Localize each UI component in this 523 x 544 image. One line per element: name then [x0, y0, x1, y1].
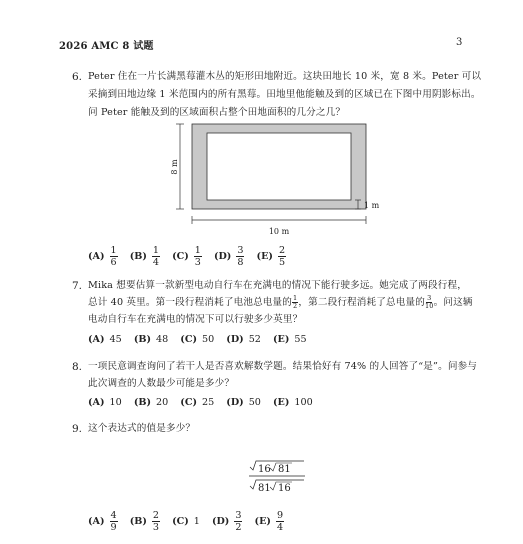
q7-line-3: 电动自行车在充满电的情况下可以行驶多少英里？ [88, 314, 303, 325]
q6-choice-e[interactable]: (E) $\frac{2}{5}$ [256, 245, 286, 268]
q9-choice-a[interactable]: (A) $\frac{4}{9}$ [88, 510, 117, 533]
page-number: 3 [456, 37, 463, 48]
q9-choice-e[interactable]: (E) $\frac{9}{4}$ [254, 510, 284, 533]
q6-choice-a[interactable]: (A) $\frac{1}{6}$ [88, 245, 117, 268]
q8-number: 8. [72, 361, 83, 373]
field-diagram [170, 120, 390, 248]
border-label: 1 m [364, 201, 380, 210]
q7-choice-c[interactable]: (C) 50 [180, 334, 215, 345]
q8-choices [88, 397, 322, 408]
q9-text: 这个表达式的值是多少？ [88, 423, 196, 434]
q6-line-3: 问 Peter 能触及到的区域面积占整个田地面积的几分之几？ [88, 107, 346, 118]
width-label: 10 m [268, 227, 290, 236]
field-inner-area [207, 133, 351, 200]
q8-choice-c[interactable]: (C) 25 [180, 397, 215, 408]
q9-number: 9. [72, 423, 83, 435]
q8-line-1: 一项民意调查询问了若干人是否喜欢解数学题。结果恰好有 74% 的人回答了“是”。问参与 [88, 361, 478, 372]
q9-choice-d[interactable]: (D) $\frac{3}{2}$ [211, 510, 242, 533]
q8-choice-b[interactable]: (B) 20 [133, 397, 169, 408]
q7-fraction-2: $\frac{3}{10}$ [425, 294, 434, 310]
q9-expression-svg [248, 459, 308, 495]
q6-choice-b[interactable]: (B) $\frac{1}{4}$ [129, 245, 159, 268]
q7-fraction-1: $\frac{1}{2}$ [293, 294, 298, 310]
denominator-inner-value: 16 [278, 483, 291, 494]
q9-expression [248, 459, 308, 498]
q7-choices [88, 334, 316, 345]
q7-number: 7. [72, 280, 83, 292]
q9-choice-c[interactable]: (C) 1 [172, 516, 200, 527]
q6-choice-c[interactable]: (C) $\frac{1}{3}$ [172, 245, 201, 268]
field-diagram-svg [170, 120, 390, 245]
q7-choice-d[interactable]: (D) 52 [226, 334, 261, 345]
q8-choice-d[interactable]: (D) 50 [226, 397, 261, 408]
denominator-coefficient: 81 [258, 483, 271, 494]
height-label: 8 m [170, 159, 179, 175]
numerator-inner-value: 81 [278, 464, 291, 475]
q6-line-1: Peter 住在一片长满黑莓灌木丛的矩形田地附近。这块田地长 10 米，宽 8 米。Peter 可以 [88, 71, 482, 82]
q8-choice-e[interactable]: (E) 100 [272, 397, 313, 408]
header-title: 2026 AMC 8 试题 [59, 41, 154, 52]
q7-choice-e[interactable]: (E) 55 [272, 334, 307, 345]
q7-line-2: 总计 40 英里。第一段行程消耗了电池总电量的 $\frac{1}{2}$ ，第二段行程消耗了总电量的 $\frac{3}{10}$ 。问这辆 [88, 294, 473, 310]
q7-line-1: Mika 想要估算一款新型电动自行车在充满电的情况下能行驶多远。她完成了两段行程， [88, 280, 467, 291]
q7-choice-a[interactable]: (A) 45 [88, 334, 122, 345]
q7-choice-b[interactable]: (B) 48 [133, 334, 169, 345]
q6-number: 6. [72, 71, 83, 83]
q8-line-2: 此次调查的人数最少可能是多少？ [88, 378, 235, 389]
q9-choices [88, 510, 293, 533]
q6-choice-d[interactable]: (D) $\frac{3}{8}$ [213, 245, 244, 268]
numerator-coefficient: 16 [258, 464, 271, 475]
q9-choice-b[interactable]: (B) $\frac{2}{3}$ [129, 510, 159, 533]
q6-choices [88, 245, 295, 268]
q8-choice-a[interactable]: (A) 10 [88, 397, 122, 408]
q6-line-2: 采摘到田地边缘 1 米范围内的所有黑莓。田地里他能触及到的区域已在下图中用阴影标出。 [88, 89, 481, 100]
